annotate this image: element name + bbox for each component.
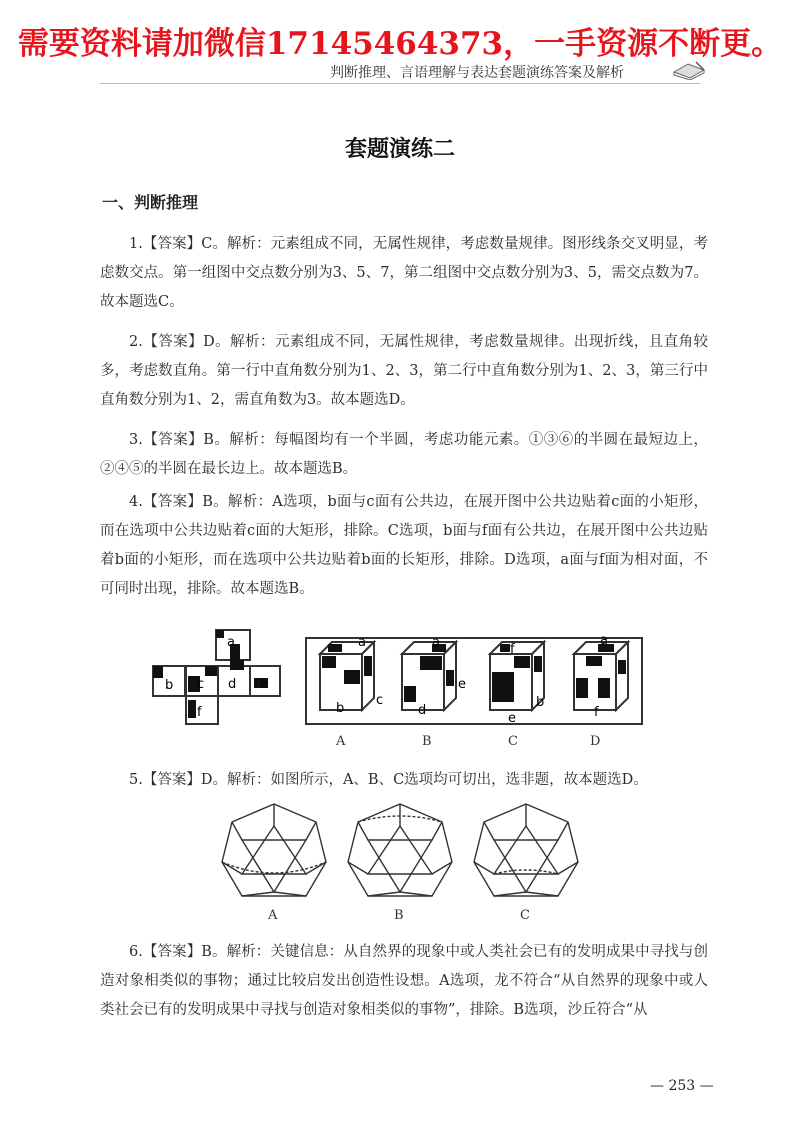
option-label-a: A xyxy=(336,734,346,749)
net-letter: d xyxy=(228,677,237,692)
cube-letter: f xyxy=(594,705,599,720)
answer-paragraph-6: 6.【答案】B。解析：关键信息：从自然界的现象中或人类社会已有的发明成果中寻找与创造对象相类似的事物；通过比较启发出创造性设想。A选项，龙不符合“从自然界的现象中或人类社会已有的发明成果中寻找与创造对象相类似的事物”，排除。B选项，沙丘符合“从 xyxy=(100,944,708,1018)
cube-letter: d xyxy=(418,703,427,718)
cube-letter: a xyxy=(432,635,440,650)
cube-letter: a xyxy=(600,633,608,648)
cube-letter: e xyxy=(458,677,466,692)
polyhedron-c xyxy=(474,804,578,896)
polyhedron-figure xyxy=(210,800,590,908)
cube-letter: b xyxy=(336,701,345,716)
cube-letter: c xyxy=(376,693,384,708)
answer-paragraph-1: 1.【答案】C。解析：元素组成不同，无属性规律，考虑数量规律。图形线条交叉明显，考虑数交点。第一组图中交点数分别为3、5、7，第二组图中交点数分别为3、5，需交点数为7。故本题选C。 xyxy=(100,236,708,310)
net-letter: b xyxy=(165,678,174,693)
cube-letter: a xyxy=(358,635,366,650)
option-label-c: C xyxy=(508,734,518,749)
net-letter: a xyxy=(227,635,235,650)
net-letter: c xyxy=(197,677,205,692)
cube-letter: e xyxy=(508,711,516,726)
cube-letter: b xyxy=(536,695,545,710)
answer-paragraph-3: 3.【答案】B。解析：每幅图均有一个半圆，考虑功能元素。①③⑥的半圆在最短边上，②④⑤的半圆在最长边上。故本题选B。 xyxy=(100,432,708,477)
polyhedron-b xyxy=(348,804,452,896)
section-heading: 一、判断推理 xyxy=(102,193,199,212)
cube-net-figure xyxy=(150,626,650,731)
answer-paragraph-2: 2.【答案】D。解析：元素组成不同，无属性规律，考虑数量规律。出现折线，且直角较多，考虑数直角。第一行中直角数分别为1、2、3，第二行中直角数分别为1、2、3，第三行中直角数分别为1、2，需直角数为3。故本题选D。 xyxy=(100,334,708,408)
page-number: — 253 — xyxy=(650,1078,714,1094)
net-letter: f xyxy=(197,705,202,720)
cube-option-d xyxy=(574,642,628,710)
header-rule xyxy=(100,83,700,84)
option-label-d: D xyxy=(590,734,601,749)
promo-banner: 需要资料请加微信17145464373，一手资源不断更。 xyxy=(17,26,783,62)
page-title: 套题演练二 xyxy=(344,137,455,162)
net-letter: e xyxy=(260,677,268,692)
solid-label-a: A xyxy=(268,908,278,923)
option-label-b: B xyxy=(422,734,432,749)
solid-label-b: B xyxy=(394,908,404,923)
cube-letter: f xyxy=(510,642,515,657)
answer-paragraph-5: 5.【答案】D。解析：如图所示，A、B、C选项均可切出，选非题，故本题选D。 xyxy=(129,772,648,788)
polyhedron-a xyxy=(222,804,326,896)
solid-label-c: C xyxy=(520,908,530,923)
running-header: 判断推理、言语理解与表达套题演练答案及解析 xyxy=(330,65,624,81)
answer-paragraph-4: 4.【答案】B。解析：A选项，b面与c面有公共边，在展开图中公共边贴着c面的小矩形，而在选项中公共边贴着c面的大矩形，排除。C选项，b面与f面有公共边，在展开图中公共边贴着b面的小矩形，而在选项中公共边贴着b面的长矩形，排除。D选项，a面与f面为相对面，不可同时出现，排除。故本题选B。 xyxy=(100,494,708,597)
book-icon xyxy=(672,58,706,80)
